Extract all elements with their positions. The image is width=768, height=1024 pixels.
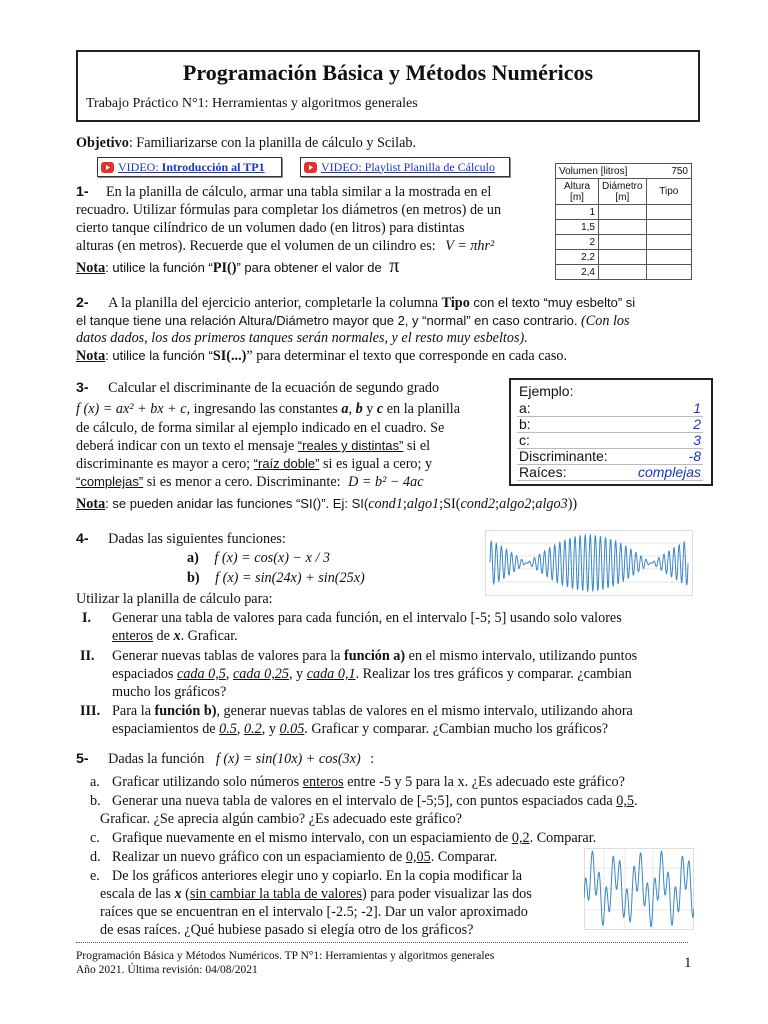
ex2-text <box>76 329 528 347</box>
footer-line1: Programación Básica y Métodos Numéricos. TP N°1: Herramientas y algoritmos generales <box>76 950 495 962</box>
ex4-item-II <box>80 647 638 665</box>
ex5-text: sin cambiar la tabla de valores <box>189 886 362 902</box>
ex2-line <box>76 312 630 330</box>
note-text: algo2 <box>499 496 532 512</box>
ex3-line <box>76 400 460 418</box>
function-formula: f (x) = cos(x) − x / 3 <box>214 550 331 566</box>
example-key: Raíces: <box>519 464 567 480</box>
volume-value: 750 <box>646 164 691 179</box>
function-formula: f (x) = sin(10x) + cos(3x) <box>215 751 361 767</box>
note-label: Nota <box>76 260 106 276</box>
ex4-text: , generar nuevas tablas de valores en el mismo intervalo, utilizando ahora <box>216 703 633 719</box>
ex5-text: x <box>174 886 182 902</box>
ex4-text: cada 0,5 <box>177 666 226 682</box>
ex4-text <box>112 647 637 665</box>
note-text: )) <box>567 496 578 512</box>
objective-label: Objetivo <box>76 135 129 151</box>
note-text: cond1 <box>368 496 403 512</box>
ex5-text <box>112 792 638 810</box>
type-cell <box>646 265 691 280</box>
example-row <box>517 465 703 481</box>
ex5-text: 0,05 <box>405 849 431 865</box>
height-cell: 2,2 <box>556 250 599 265</box>
note-function: PI() <box>212 260 237 276</box>
ex3-text: si es igual a cero; y <box>322 456 433 472</box>
ex2-line <box>76 294 635 312</box>
example-value: 2 <box>693 416 701 432</box>
ex1-text: En la planilla de cálculo, armar una tabla similar a la mostrada en el <box>106 184 492 200</box>
example-key: Discriminante: <box>519 448 608 464</box>
ex4-text: Generar una tabla de valores para cada función, en el intervalo [-5; 5] usando solo valores <box>112 610 622 626</box>
ex5-text: enteros <box>302 774 344 790</box>
ex4-text: , <box>225 666 230 682</box>
ex2-text: el tanque tiene una relación Altura/Diámetro mayor que 2, y “normal” en caso contrario. <box>76 313 578 328</box>
ex5-text: Dadas la función <box>108 751 205 767</box>
ex5-text: 0,5 <box>616 793 634 809</box>
ex1-text: cierto tanque cilíndrico de un volumen dado (en litros) para distintas <box>76 220 465 236</box>
header-diameter: Diámetro [m] <box>599 179 647 205</box>
example-row <box>517 449 703 465</box>
ex4-text: , y <box>288 666 304 682</box>
note-text: : utilice la función “ <box>105 260 213 275</box>
video-link-playlist[interactable] <box>300 157 510 177</box>
beat-plot <box>485 530 693 596</box>
type-cell <box>646 220 691 235</box>
ex4-text: . Graficar. <box>180 628 238 644</box>
ex5-text: : <box>370 751 375 767</box>
ex5-number: 5- <box>76 751 89 767</box>
ex3-text: , <box>348 401 353 417</box>
volume-table <box>555 163 692 280</box>
ex4-text: Generar nuevas tablas de valores para la <box>112 648 341 664</box>
note-text: ” para determinar el texto que corresponde en cada caso. <box>246 348 567 364</box>
play-icon <box>304 162 317 173</box>
ex4-text: 0.05 <box>279 721 305 737</box>
note-label: Nota <box>76 496 106 512</box>
ex5-text: Realizar un nuevo gráfico con un espaciamiento de <box>112 849 403 865</box>
video-link-intro[interactable] <box>97 157 282 177</box>
ex5-item-d <box>90 848 498 866</box>
ex5-text <box>112 773 625 791</box>
ex3-line <box>76 455 432 473</box>
note-text: ;SI( <box>439 496 461 512</box>
ex5-text: Grafique nuevamente en el mismo intervalo, con un espaciamiento de <box>112 830 509 846</box>
ex5-text: ) para poder visualizar las dos <box>361 886 532 902</box>
ex5-text: Generar una nueva tabla de valores en el intervalo de [-5;5], con puntos espaciados cada <box>112 793 613 809</box>
ex5-text <box>112 848 497 866</box>
ex5-text: de esas raíces. ¿Qué hubiese pasado si elegía otro de los gráficos? <box>100 922 474 938</box>
message-double: “raíz doble” <box>253 456 320 471</box>
message-real: “reales y distintas” <box>297 438 404 453</box>
function-label: b) <box>187 570 200 586</box>
example-box <box>509 378 713 486</box>
ex5-item-b <box>90 792 638 810</box>
note-text: algo1 <box>406 496 440 512</box>
document-title: Programación Básica y Métodos Numéricos <box>182 60 594 85</box>
note-text: algo3 <box>535 496 568 512</box>
ex4-text: función b) <box>154 703 217 719</box>
video-prefix: VIDEO: <box>118 159 162 174</box>
example-key: b: <box>519 416 531 432</box>
ex3-text: si el <box>406 438 431 454</box>
video-label: VIDEO: Playlist Planilla de Cálculo <box>321 159 495 174</box>
ex2-text: (Con los <box>581 313 630 329</box>
ex1-note <box>76 257 399 277</box>
ex3-note <box>76 495 577 513</box>
ex4-text: , y <box>261 721 276 737</box>
example-title: Ejemplo: <box>519 383 574 399</box>
ex1-line <box>76 183 492 201</box>
item-label: c. <box>90 830 100 846</box>
ex2-text: Tipo <box>441 295 470 311</box>
ex2-text: datos dados, los dos primeros tanques serán normales, y el resto muy esbeltos). <box>76 330 528 346</box>
diameter-cell <box>599 235 647 250</box>
note-label: Nota <box>76 348 106 364</box>
ex5-line <box>76 750 374 768</box>
note-text: ” para obtener el valor de <box>236 260 382 275</box>
ex4-text: espaciados <box>112 666 174 682</box>
diameter-cell <box>599 220 647 235</box>
ex4-text: espaciamientos de <box>112 721 216 737</box>
ex3-text: deberá indicar con un texto el mensaje <box>76 438 295 454</box>
function-a <box>187 549 330 567</box>
objective <box>76 134 416 152</box>
item-label: d. <box>90 849 101 865</box>
ex5-text: . Comparar. <box>430 849 498 865</box>
ex4-text: . Realizar los tres gráficos y comparar. ¿cambian <box>355 666 632 682</box>
ex4-text <box>112 702 633 720</box>
ex3-text: discriminante es mayor a cero; <box>76 456 251 472</box>
message-complex: “complejas” <box>76 474 144 489</box>
ex3-text: , ingresando las constantes <box>186 401 338 417</box>
footer-divider <box>76 942 688 943</box>
ex4-text: mucho los gráficos? <box>112 684 227 700</box>
item-label: II. <box>80 648 95 664</box>
header-height: Altura [m] <box>556 179 599 205</box>
ex4-line <box>112 665 632 683</box>
quadratic-formula: f (x) = ax² + bx + c <box>76 401 187 417</box>
ex3-text: de cálculo, de forma similar al ejemplo indicado en el cuadro. Se <box>76 420 445 436</box>
ex5-text: . <box>633 793 638 809</box>
ex1-text: alturas (en metros). Recuerde que el volumen de un cilindro es: <box>76 238 436 254</box>
objective-text: : Familiarizarse con la planilla de cálculo y Scilab. <box>128 135 417 151</box>
ex5-text: entre -5 y 5 para la x. ¿Es adecuado este gráfico? <box>347 774 625 790</box>
type-cell <box>646 250 691 265</box>
ex5-item-e <box>90 867 523 885</box>
cylinder-formula: V = πhr² <box>445 238 495 254</box>
ex4-text: x <box>173 628 181 644</box>
item-label: I. <box>82 610 92 626</box>
ex3-text: si es menor a cero. Discriminante: <box>146 474 341 490</box>
ex3-text: en la planilla <box>386 401 461 417</box>
ex1-text: recuadro. Utilizar fórmulas para completar los diámetros (en metros) de un <box>76 202 502 218</box>
ex3-text: Calcular el discriminante de la ecuación de segundo grado <box>108 380 440 396</box>
ex4-text: . Graficar y comparar. ¿Cambian mucho los gráficos? <box>304 721 609 737</box>
ex5-item-c <box>90 829 597 847</box>
example-key: a: <box>519 400 531 416</box>
ex5-text: Graficar. ¿Se aprecia algún cambio? ¿Es adecuado este gráfico? <box>100 811 462 827</box>
ex4-text: cada 0,1 <box>306 666 356 682</box>
ex4-number: 4- <box>76 531 89 547</box>
note-text: cond2 <box>460 496 496 512</box>
height-cell: 1,5 <box>556 220 599 235</box>
ex4-text: 0.5 <box>219 721 237 737</box>
ex4-text: cada 0,25 <box>232 666 289 682</box>
ex3-line <box>76 437 430 455</box>
footer-line2: Año 2021. Última revisión: 04/08/2021 <box>76 964 258 976</box>
ex3-line <box>76 379 439 397</box>
ex2-note <box>76 347 567 365</box>
ex2-text: con el texto “muy esbelto” si <box>473 295 636 310</box>
ex3-text: c <box>376 401 384 417</box>
item-label: III. <box>80 703 101 719</box>
note-text: : utilice la función “ <box>105 348 213 363</box>
play-icon <box>101 162 114 173</box>
ex4-text: función a) <box>344 648 406 664</box>
ex5-text: . Comparar. <box>529 830 597 846</box>
ex3-text: y <box>366 401 374 417</box>
ex3-line <box>76 473 424 491</box>
header-box <box>76 50 700 122</box>
ex2-text: A la planilla del ejercicio anterior, completarle la columna <box>108 295 439 311</box>
volume-title: Volumen [litros] <box>556 164 647 179</box>
ex4-line <box>76 530 286 548</box>
diameter-cell <box>599 205 647 220</box>
ex4-line <box>112 720 608 738</box>
ex4-text: en el mismo intervalo, utilizando puntos <box>408 648 638 664</box>
item-label: a. <box>90 774 100 790</box>
type-cell <box>646 205 691 220</box>
ex5-line <box>100 885 532 903</box>
ex5-text: De los gráficos anteriores elegir uno y copiarlo. En la copia modificar la <box>112 868 523 884</box>
ex5-item-a <box>90 773 625 791</box>
diameter-cell <box>599 250 647 265</box>
height-cell: 1 <box>556 205 599 220</box>
function-formula: f (x) = sin(24x) + sin(25x) <box>215 570 365 586</box>
ex4-text: Dadas las siguientes funciones: <box>108 531 286 547</box>
header-type: Tipo <box>646 179 691 205</box>
example-row <box>517 433 703 449</box>
video-label: Introducción al TP1 <box>161 159 265 174</box>
ex1-line <box>76 237 494 255</box>
ex2-number: 2- <box>76 295 89 311</box>
function-label: a) <box>187 550 199 566</box>
ex4-text: Para la <box>112 703 151 719</box>
ex4-line <box>112 627 238 645</box>
ex4-text: 0.2 <box>243 721 262 737</box>
ex4-item-III <box>80 702 633 720</box>
note-text: : se pueden anidar las funciones “SI()”. Ej: SI( <box>105 496 369 511</box>
note-text: ; <box>531 496 536 512</box>
ex5-text: 0,2 <box>511 830 530 846</box>
example-value: 3 <box>693 432 701 448</box>
example-value: 1 <box>693 400 701 416</box>
ex4-text: , <box>236 721 241 737</box>
ex4-use: Utilizar la planilla de cálculo para: <box>76 591 273 607</box>
item-label: e. <box>90 868 100 884</box>
discriminant-formula: D = b² − 4ac <box>348 474 424 490</box>
example-value: complejas <box>637 464 701 480</box>
pi-symbol: π <box>389 255 400 277</box>
ex5-text: ( <box>185 886 190 902</box>
page-number: 1 <box>684 955 692 971</box>
height-cell: 2 <box>556 235 599 250</box>
item-label: b. <box>90 793 101 809</box>
note-text: ; <box>402 496 407 512</box>
example-key: c: <box>519 432 530 448</box>
ex3-text: b <box>355 401 363 417</box>
ex5-text: Graficar utilizando solo números <box>112 774 300 790</box>
type-cell <box>646 235 691 250</box>
ex4-item-I <box>82 609 622 627</box>
ex1-number: 1- <box>76 184 89 200</box>
ex3-text: a <box>341 401 349 417</box>
ex3-number: 3- <box>76 380 89 396</box>
ex4-text: de <box>156 628 170 644</box>
function-b <box>187 569 365 587</box>
document-subtitle: Trabajo Práctico N°1: Herramientas y algoritmos generales <box>86 96 418 111</box>
diameter-cell <box>599 265 647 280</box>
example-row <box>517 417 703 433</box>
note-function: SI(...) <box>212 348 247 364</box>
example-row <box>517 401 703 417</box>
ex5-text <box>112 829 596 847</box>
ex4-text: enteros <box>112 628 153 644</box>
ex5-plot <box>584 848 694 930</box>
ex5-text: escala de las <box>100 886 171 902</box>
height-cell: 2,4 <box>556 265 599 280</box>
ex5-text: raíces que se encuentran en el intervalo [-2.5; -2]. Dar un valor aproximado <box>100 904 528 920</box>
note-text: ; <box>495 496 500 512</box>
example-value: -8 <box>688 448 701 464</box>
